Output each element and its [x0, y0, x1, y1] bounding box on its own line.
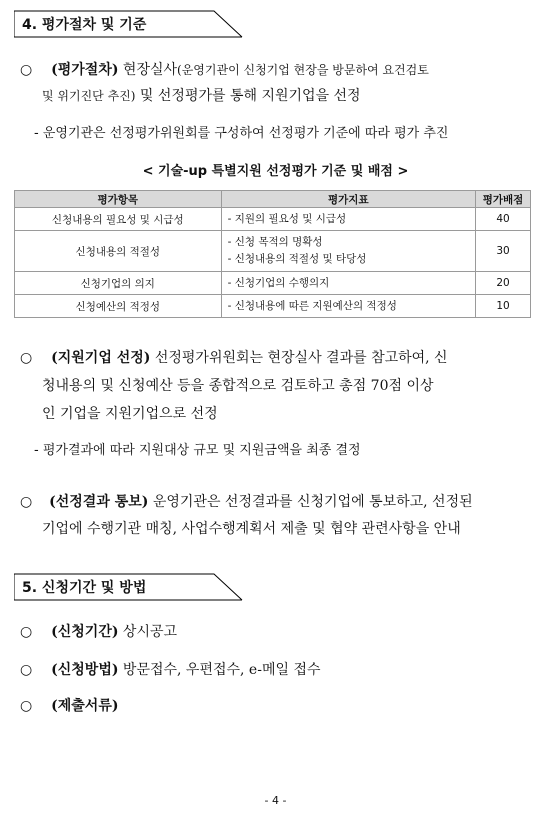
- criteria-item: 신청내용의 적절성: [15, 231, 222, 272]
- col-header: 평가배점: [476, 191, 531, 208]
- procedure-text-small: (운영기관이 신청기업 현장을 방문하여 요건검토: [177, 63, 429, 77]
- criteria-item: 신청예산의 적정성: [15, 295, 222, 318]
- col-header: 평가항목: [15, 191, 222, 208]
- criteria-item: 신청기업의 의지: [15, 272, 222, 295]
- procedure-sub: - 운영기관은 선정평가위원회를 구성하여 선정평가 기준에 따라 평가 추진: [34, 126, 449, 141]
- bullet-circle: ○: [20, 698, 33, 714]
- procedure-line2-small: 및 위기진단 추진): [42, 89, 136, 103]
- criteria-score: 10: [476, 295, 531, 318]
- table-caption: < 기술-up 특별지원 선정평가 기준 및 배점 >: [142, 164, 409, 179]
- selection-line3: 인 기업을 지원기업으로 선정: [42, 406, 218, 422]
- criteria-indicator: - 지원의 필요성 및 시급성: [221, 208, 475, 231]
- apply-label: (제출서류): [51, 698, 119, 714]
- notice-label: (선정결과 통보): [49, 494, 149, 510]
- table-row: [15, 208, 531, 231]
- criteria-indicator: - 신청내용에 따른 지원예산의 적정성: [221, 295, 475, 318]
- apply-text: 방문접수, 우편접수, e-메일 접수: [118, 662, 321, 678]
- notice-line2: 기업에 수행기관 매칭, 사업수행계획서 제출 및 협약 관련사항을 안내: [42, 521, 461, 537]
- table-row: [15, 295, 531, 318]
- page-number: - 4 -: [264, 794, 287, 807]
- section-header-5: [14, 573, 244, 599]
- procedure-paragraph-line2: [42, 83, 361, 109]
- selection-paragraph: [20, 345, 448, 371]
- section-title: 5. 신청기간 및 방법: [22, 580, 147, 596]
- apply-documents: [20, 693, 118, 719]
- table-row: [15, 231, 531, 272]
- apply-label: (신청방법): [51, 662, 119, 678]
- notice-line1: 운영기관은 선정결과를 신청기업에 통보하고, 선정된: [148, 494, 473, 510]
- section-header-4: [14, 10, 244, 36]
- selection-line1: 선정평가위원회는 현장실사 결과를 참고하여, 신: [150, 350, 448, 366]
- col-header: 평가지표: [221, 191, 475, 208]
- criteria-indicator-cell: [221, 231, 475, 272]
- apply-text: 상시공고: [118, 624, 178, 640]
- procedure-paragraph: [20, 57, 429, 83]
- criteria-indicator: - 신청 목적의 명확성: [227, 236, 323, 248]
- criteria-score: 30: [476, 231, 531, 272]
- selection-label: (지원기업 선정): [51, 350, 151, 366]
- criteria-score: 40: [476, 208, 531, 231]
- table-header-row: [15, 191, 531, 208]
- notice-paragraph: [20, 489, 473, 515]
- apply-method: [20, 657, 321, 683]
- criteria-indicator: - 신청내용의 적절성 및 타당성: [227, 253, 367, 265]
- bullet-circle: ○: [20, 494, 33, 510]
- apply-period: [20, 619, 177, 645]
- criteria-indicator: - 신청기업의 수행의지: [221, 272, 475, 295]
- bullet-circle: ○: [20, 662, 33, 678]
- table-row: [15, 272, 531, 295]
- criteria-table: [14, 190, 531, 318]
- criteria-score: 20: [476, 272, 531, 295]
- bullet-circle: ○: [20, 350, 33, 366]
- section-title: 4. 평가절차 및 기준: [22, 17, 147, 33]
- selection-sub: - 평가결과에 따라 지원대상 규모 및 지원금액을 최종 결정: [34, 443, 361, 458]
- procedure-label: (평가절차): [51, 62, 119, 78]
- bullet-circle: ○: [20, 624, 33, 640]
- criteria-item: 신청내용의 필요성 및 시급성: [15, 208, 222, 231]
- selection-line2: 청내용의 및 신청예산 등을 종합적으로 검토하고 총점 70점 이상: [42, 378, 434, 394]
- apply-label: (신청기간): [51, 624, 119, 640]
- procedure-line2: 및 선정평가를 통해 지원기업을 선정: [135, 88, 361, 104]
- bullet-circle: ○: [20, 62, 33, 78]
- procedure-text: 현장실사: [118, 62, 178, 78]
